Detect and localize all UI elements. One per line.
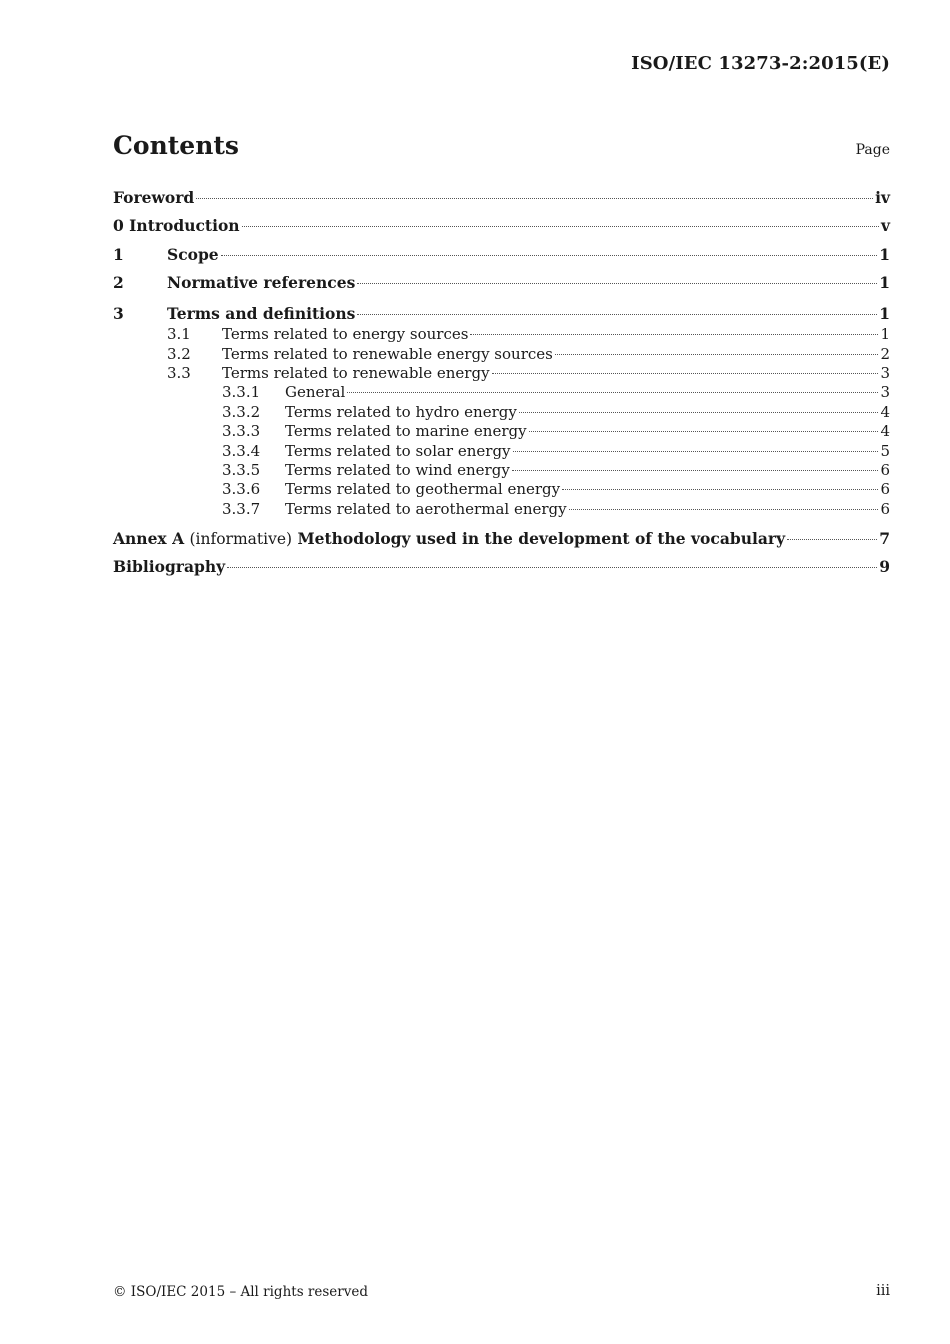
toc-number: 3.2 [167, 344, 191, 363]
toc-number: 3.3.5 [222, 460, 261, 479]
toc-number: 3.3 [167, 363, 191, 382]
toc-entry-bibliography[interactable] [113, 553, 890, 581]
toc-number: 3.3.2 [222, 402, 261, 421]
toc-title: Terms related to solar energy [285, 441, 511, 460]
toc-page: 1 [879, 244, 890, 264]
toc-title: Terms related to aerothermal energy [285, 499, 567, 518]
toc-title: Terms related to energy sources [222, 325, 469, 344]
toc-number: 2 [113, 272, 124, 292]
toc-number: 3.3.3 [222, 422, 261, 441]
annex-title: Methodology used in the development of the vocabulary [297, 529, 786, 549]
toc-title: Terms related to geothermal energy [285, 480, 561, 499]
page-column-label: Page [855, 142, 890, 158]
toc-page: 5 [880, 441, 890, 460]
toc-page: 2 [880, 344, 890, 363]
dot-leader [787, 538, 877, 540]
dot-leader [227, 566, 877, 568]
toc-entry-3-3[interactable] [113, 364, 890, 383]
toc-title: Terms related to renewable energy [222, 363, 490, 382]
toc-number: 3.3.1 [222, 383, 261, 402]
toc-title: Foreword [113, 188, 195, 207]
toc-number: 3.3.4 [222, 441, 261, 460]
toc-page: 3 [880, 383, 890, 402]
dot-leader [555, 353, 879, 355]
toc-page: v [880, 216, 890, 236]
toc-page: 6 [880, 499, 890, 518]
document-id: ISO/IEC 13273-2:2015(E) [631, 53, 890, 74]
toc-page: 4 [880, 402, 890, 421]
contents-heading: Contents [113, 131, 240, 160]
toc-title: Terms related to wind energy [285, 460, 510, 479]
toc-title: Terms related to hydro energy [285, 402, 517, 421]
toc-title: Terms related to marine energy [285, 422, 527, 441]
dot-leader [513, 450, 879, 452]
toc-page: 6 [880, 460, 890, 479]
page-number: iii [876, 1283, 890, 1299]
toc-number: 3.3.6 [222, 480, 261, 499]
dot-leader [519, 411, 879, 413]
toc-entry-annex-a[interactable] [113, 525, 890, 553]
toc-number: 3.1 [167, 325, 191, 344]
table-of-contents [113, 184, 890, 582]
toc-title: Terms and definitions [167, 304, 356, 324]
toc-entry-3-3-3[interactable] [113, 422, 890, 441]
dot-leader [242, 225, 879, 227]
toc-entry-3-1[interactable] [113, 325, 890, 344]
toc-page: 9 [879, 557, 890, 577]
dot-leader [347, 391, 878, 393]
toc-entry-scope[interactable] [113, 241, 890, 269]
toc-title [113, 525, 785, 553]
dot-leader [529, 430, 879, 432]
toc-page: 6 [880, 480, 890, 499]
toc-entry-3-3-7[interactable] [113, 500, 890, 519]
toc-page: 1 [879, 304, 890, 324]
toc-page: iv [875, 188, 890, 207]
toc-title: 0 Introduction [113, 216, 240, 236]
dot-leader [357, 313, 877, 315]
annex-label: Annex A [113, 529, 185, 549]
dot-leader [221, 254, 878, 256]
dot-leader [512, 469, 879, 471]
copyright-notice: © ISO/IEC 2015 – All rights reserved [113, 1284, 368, 1300]
dot-leader [470, 333, 878, 335]
toc-entry-3-2[interactable] [113, 345, 890, 364]
dot-leader [196, 197, 873, 199]
dot-leader [357, 282, 877, 284]
toc-number: 3 [113, 304, 124, 324]
dot-leader [562, 488, 878, 490]
toc-entry-3-3-4[interactable] [113, 442, 890, 461]
toc-title: Terms related to renewable energy sources [222, 344, 553, 363]
toc-page: 7 [879, 529, 890, 549]
toc-page: 3 [880, 363, 890, 382]
toc-entry-3-3-2[interactable] [113, 403, 890, 422]
toc-title: Normative references [167, 272, 356, 292]
annex-type: (informative) [189, 530, 293, 549]
dot-leader [569, 508, 879, 510]
toc-title: General [285, 383, 346, 402]
toc-title: Scope [167, 244, 219, 264]
toc-page: 1 [879, 272, 890, 292]
toc-entry-terms-and-definitions[interactable] [113, 303, 890, 325]
toc-entry-introduction[interactable] [113, 212, 890, 240]
toc-entry-foreword[interactable] [113, 184, 890, 212]
dot-leader [492, 372, 879, 374]
toc-title: Bibliography [113, 557, 226, 577]
toc-entry-normative-references[interactable] [113, 269, 890, 297]
toc-entry-3-3-1[interactable] [113, 383, 890, 402]
toc-entry-3-3-6[interactable] [113, 480, 890, 499]
toc-number: 1 [113, 244, 124, 264]
toc-number: 3.3.7 [222, 499, 261, 518]
toc-page: 1 [880, 325, 890, 344]
toc-entry-3-3-5[interactable] [113, 461, 890, 480]
toc-page: 4 [880, 422, 890, 441]
